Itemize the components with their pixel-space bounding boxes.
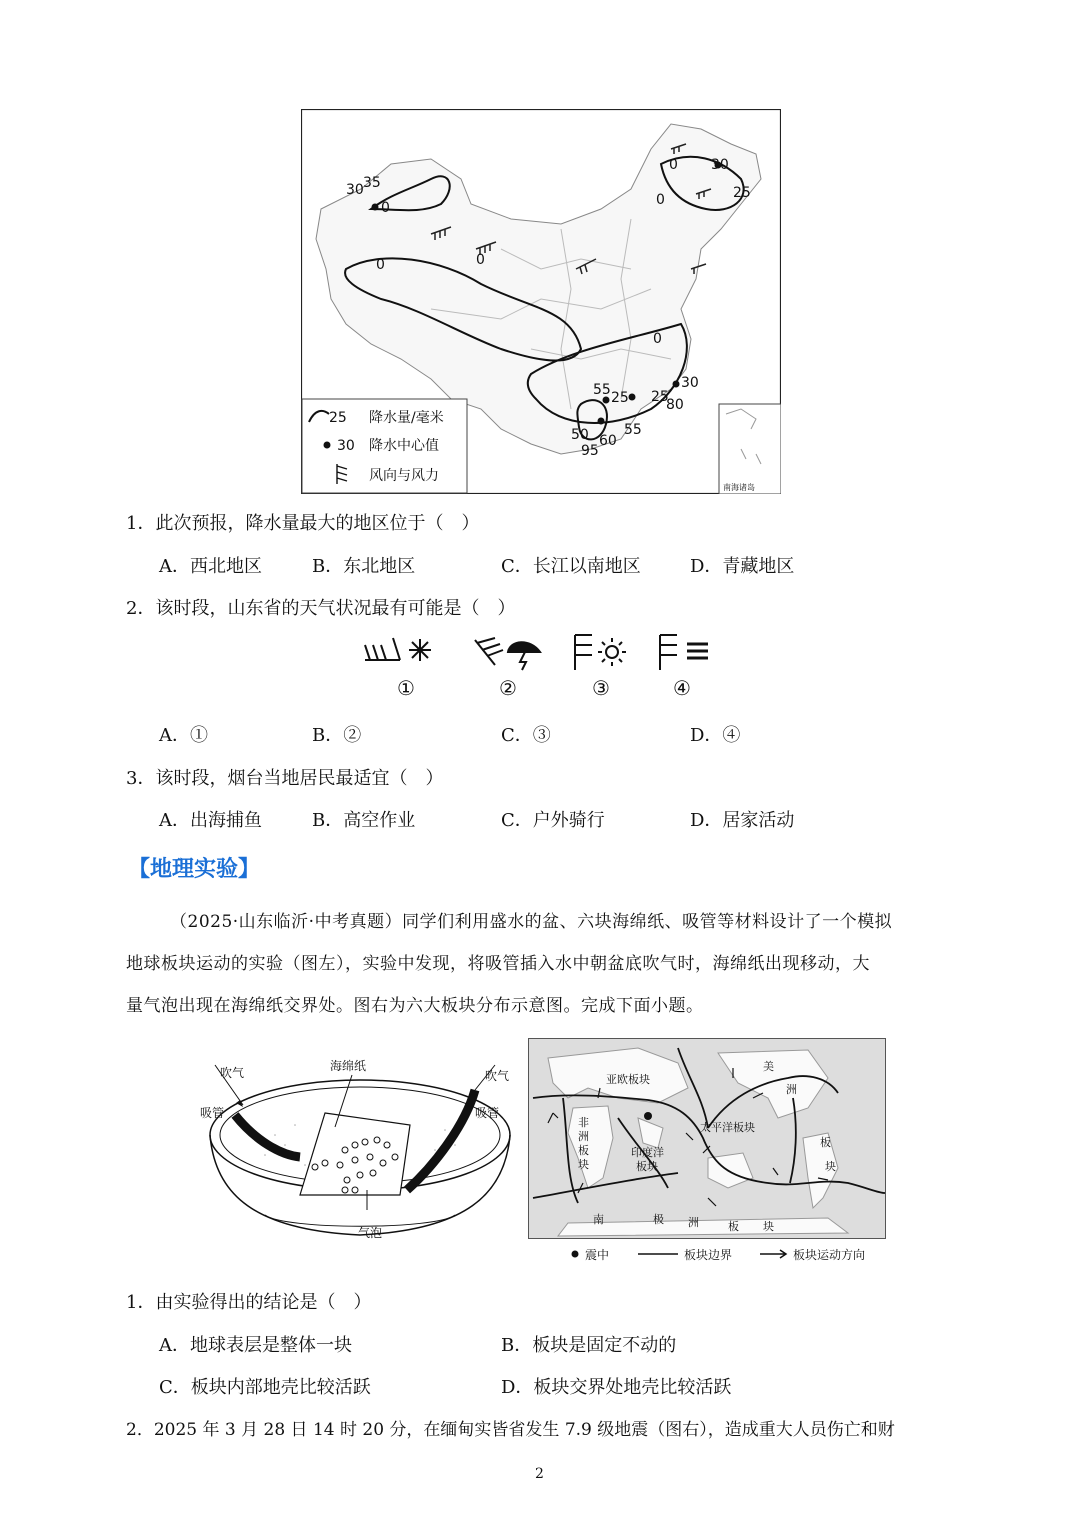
legend-boundary: 板块边界: [684, 1248, 733, 1262]
label-africa-4: 块: [578, 1158, 589, 1171]
label-side-1: 板: [820, 1136, 831, 1149]
symbol-label-4: ④: [673, 676, 691, 700]
map-value: 25: [733, 185, 751, 201]
label-antarctic-4: 板: [728, 1220, 739, 1233]
p2-q2-text: 2．2025 年 3 月 28 日 14 时 20 分，在缅甸实皆省发生 7.9 级地震（图右），造成重大人员伤亡和财: [126, 1420, 895, 1440]
p2-q1-option-d[interactable]: D．板块交界处地壳比较活跃: [501, 1377, 732, 1398]
intro-line-2: 地球板块运动的实验（图左），实验中发现，将吸管插入水中朝盆底吹气时，海绵纸出现移动，大: [126, 954, 870, 974]
label-africa-1: 非: [578, 1116, 589, 1129]
legend-center-label: 降水中心值: [369, 438, 439, 454]
precipitation-map: [301, 109, 781, 494]
experiment-figure: [195, 1045, 520, 1270]
page-number: 2: [535, 1466, 544, 1482]
epicenter-marker: [644, 1112, 652, 1120]
map-value: 55: [624, 422, 642, 438]
straw-right-label: 吸管: [475, 1106, 500, 1120]
map-value: 55: [593, 382, 611, 398]
sponge-label: 海绵纸: [330, 1059, 367, 1073]
map-value: 30: [711, 157, 729, 173]
q2-option-b[interactable]: B．②: [312, 725, 362, 746]
q3-option-b[interactable]: B．高空作业: [312, 810, 416, 831]
label-pacific: 太平洋板块: [700, 1121, 755, 1134]
symbol-3: [575, 635, 626, 670]
map-value: 0: [376, 257, 385, 273]
q1-text: 1．此次预报，降水量最大的地区位于（ ）: [126, 513, 480, 534]
q1-option-b[interactable]: B．东北地区: [312, 556, 416, 577]
label-antarctic-3: 洲: [688, 1216, 699, 1229]
label-side-2: 块: [825, 1160, 836, 1173]
map-value: 80: [666, 397, 684, 413]
section-title: 【地理实验】: [128, 856, 261, 882]
map-value: 0: [476, 252, 485, 268]
p2-q1-text: 1．由实验得出的结论是（ ）: [126, 1292, 372, 1313]
map-value: 35: [363, 175, 381, 191]
label-antarctic-2: 极: [653, 1213, 664, 1226]
legend-wind-label: 风向与风力: [369, 468, 439, 484]
label-eurasia: 亚欧板块: [606, 1073, 650, 1086]
legend-center-value: 30: [337, 438, 355, 454]
precipitation-map-svg: [301, 109, 781, 494]
q2-option-c[interactable]: C．③: [501, 725, 551, 746]
map-value: 95: [581, 443, 599, 459]
q3-option-a[interactable]: A．出海捕鱼: [159, 810, 262, 831]
q2-text: 2．该时段，山东省的天气状况最有可能是（ ）: [126, 598, 516, 619]
bubbles-label: 气泡: [358, 1226, 383, 1240]
q3-option-c[interactable]: C．户外骑行: [501, 810, 605, 831]
legend-epicenter: 震中: [585, 1248, 610, 1262]
map-value: 30: [346, 182, 364, 198]
straw-left-label: 吸管: [200, 1106, 225, 1120]
map-value: 0: [653, 331, 662, 347]
inset-label: 南海诸岛: [723, 483, 755, 492]
legend-isoline-label: 降水量/毫米: [369, 410, 444, 426]
label-africa-3: 板: [578, 1144, 589, 1157]
map-value: 0: [656, 192, 665, 208]
q3-option-d[interactable]: D．居家活动: [690, 810, 795, 831]
p2-q1-option-a[interactable]: A．地球表层是整体一块: [159, 1335, 352, 1356]
label-antarctic-1: 南: [593, 1213, 604, 1226]
map-value: 0: [669, 157, 678, 173]
symbol-label-1: ①: [397, 676, 415, 700]
p2-q1-option-b[interactable]: B．板块是固定不动的: [501, 1335, 677, 1356]
q2-option-d[interactable]: D．④: [690, 725, 741, 746]
map-value: 60: [599, 433, 617, 449]
map-value: 0: [381, 200, 390, 216]
q1-option-c[interactable]: C．长江以南地区: [501, 556, 641, 577]
legend-direction: 板块运动方向: [793, 1248, 866, 1262]
label-indian-1: 印度洋: [631, 1146, 664, 1159]
intro-line-3: 量气泡出现在海绵纸交界处。图右为六大板块分布示意图。完成下面小题。: [126, 996, 704, 1016]
q3-text: 3．该时段，烟台当地居民最适宜（ ）: [126, 768, 444, 789]
weather-symbols: [360, 630, 720, 675]
blow-left-label: 吹气: [220, 1066, 245, 1080]
label-antarctic-5: 块: [763, 1220, 774, 1233]
q2-option-a[interactable]: A．①: [159, 725, 208, 746]
map-value: 25: [611, 390, 629, 406]
symbol-2: [475, 638, 540, 670]
legend-isoline-value: 25: [329, 410, 347, 426]
map-value: 50: [571, 427, 589, 443]
label-america-1: 美: [763, 1060, 774, 1073]
label-africa-2: 洲: [578, 1130, 589, 1143]
map-value: 30: [681, 375, 699, 391]
blow-right-label: 吹气: [485, 1069, 510, 1083]
p2-q1-option-c[interactable]: C．板块内部地壳比较活跃: [159, 1377, 371, 1398]
q1-option-a[interactable]: A．西北地区: [159, 556, 262, 577]
symbol-1: [365, 638, 431, 661]
plates-map: [528, 1038, 886, 1266]
label-indian-2: 板块: [636, 1160, 658, 1173]
intro-line-1: （2025·山东临沂·中考真题）同学们利用盛水的盆、六块海绵纸、吸管等材料设计了一个模拟: [170, 912, 893, 932]
symbol-4: [660, 635, 708, 670]
q1-option-d[interactable]: D．青藏地区: [690, 556, 795, 577]
map-value: 25: [651, 389, 669, 405]
symbol-label-2: ②: [499, 676, 517, 700]
symbol-label-3: ③: [592, 676, 610, 700]
label-america-2: 洲: [786, 1083, 797, 1096]
